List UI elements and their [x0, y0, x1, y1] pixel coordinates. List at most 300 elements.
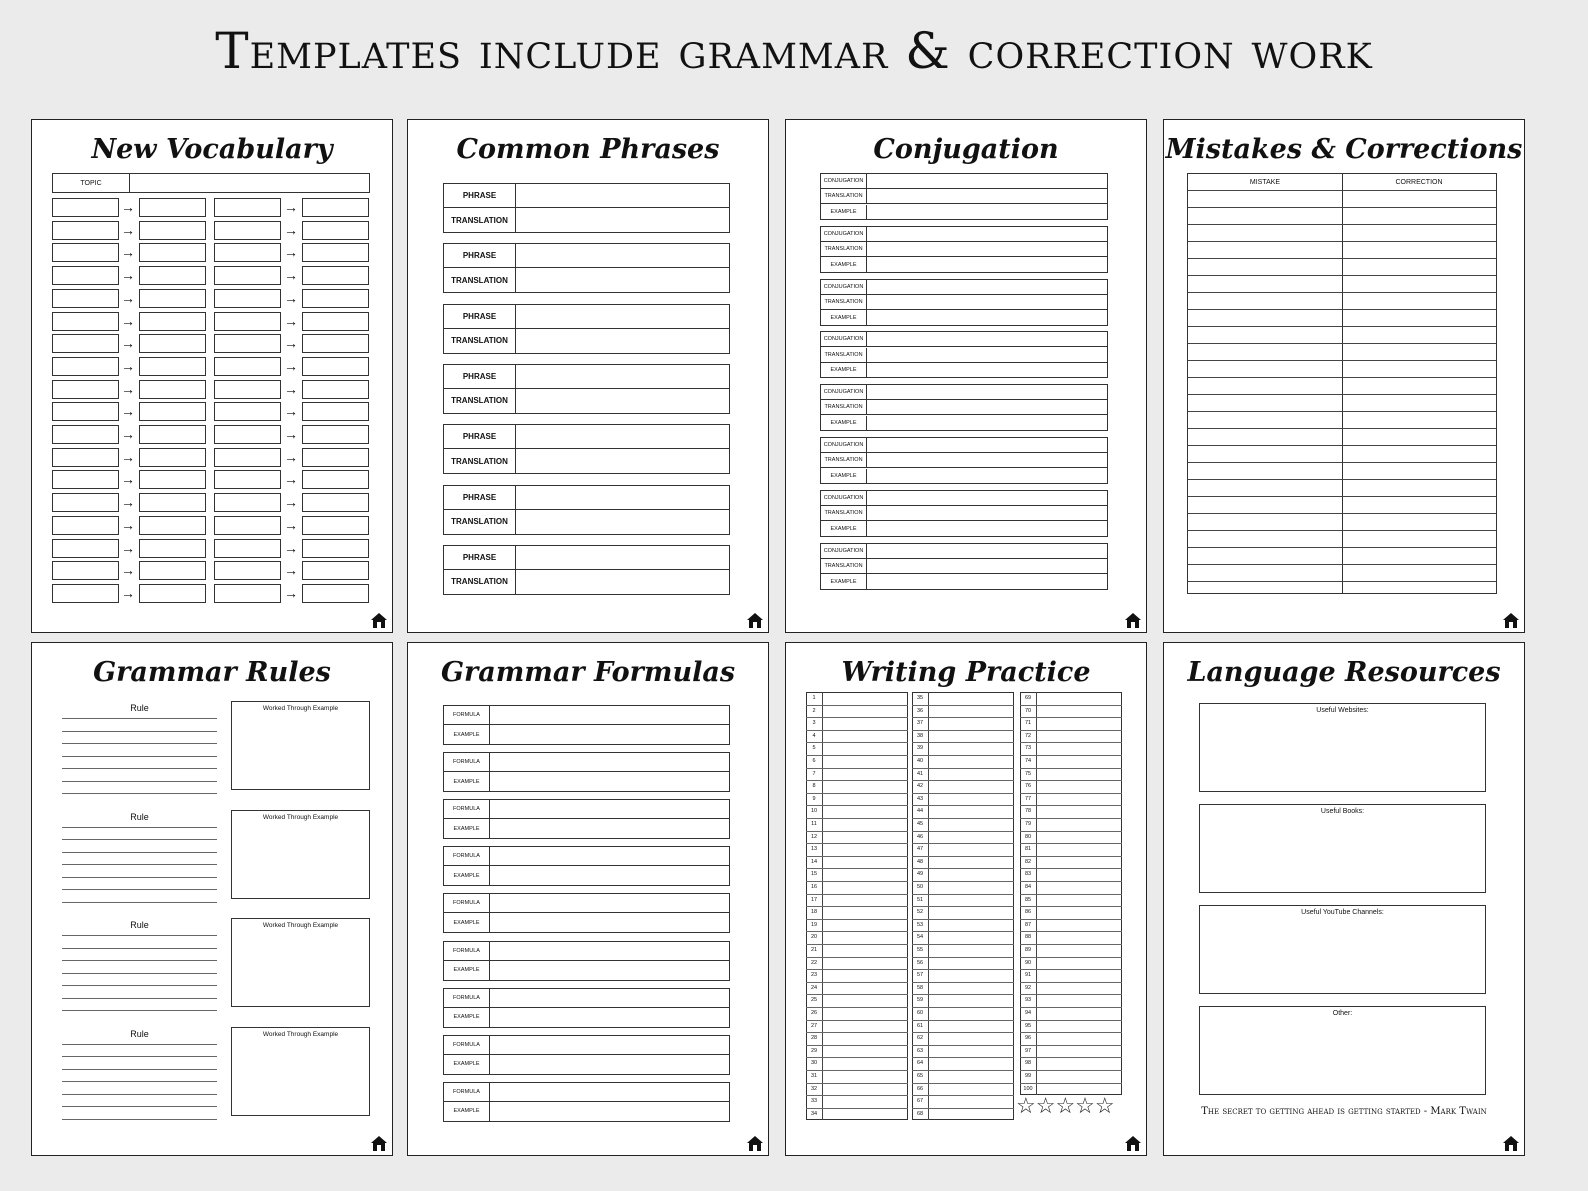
writing-line[interactable]: [62, 902, 217, 903]
writing-line-input[interactable]: [1037, 1057, 1121, 1070]
writing-line-input[interactable]: [929, 692, 1013, 705]
vocab-field[interactable]: [52, 266, 119, 285]
vocab-field[interactable]: [214, 493, 281, 512]
formula-label: FORMULA: [444, 847, 490, 866]
writing-line-input[interactable]: [823, 1095, 907, 1108]
writing-line-input[interactable]: [1037, 982, 1121, 995]
writing-line-input[interactable]: [823, 906, 907, 919]
vocab-field[interactable]: [52, 561, 119, 580]
writing-line-input[interactable]: [929, 856, 1013, 869]
writing-line-input[interactable]: [1037, 906, 1121, 919]
conjugation-input[interactable]: [867, 453, 1107, 468]
writing-line-input[interactable]: [823, 1007, 907, 1020]
formula-input[interactable]: [490, 1083, 729, 1102]
writing-line-input[interactable]: [823, 919, 907, 932]
vocab-field[interactable]: [52, 357, 119, 376]
conjugation-input[interactable]: [867, 506, 1107, 521]
vocab-field[interactable]: [302, 402, 369, 421]
conjugation-input[interactable]: [867, 257, 1107, 272]
writing-line[interactable]: [62, 1081, 217, 1082]
writing-line-input[interactable]: [823, 818, 907, 831]
conjugation-input[interactable]: [867, 385, 1107, 400]
writing-line-input[interactable]: [929, 1083, 1013, 1096]
writing-line-input[interactable]: [823, 805, 907, 818]
writing-line-input[interactable]: [1037, 1007, 1121, 1020]
writing-line-input[interactable]: [1037, 1020, 1121, 1033]
writing-line-input[interactable]: [929, 780, 1013, 793]
vocab-field[interactable]: [214, 198, 281, 217]
writing-line-input[interactable]: [1037, 856, 1121, 869]
conjugation-input[interactable]: [867, 280, 1107, 295]
line-number: 24: [810, 984, 818, 991]
translation-label: TRANSLATION: [444, 510, 516, 534]
writing-line[interactable]: [62, 839, 217, 840]
example-input[interactable]: [490, 1102, 729, 1121]
writing-line-input[interactable]: [823, 730, 907, 743]
writing-line-input[interactable]: [1037, 931, 1121, 944]
writing-line-input[interactable]: [929, 805, 1013, 818]
arrow-icon: →: [284, 448, 298, 465]
writing-line-input[interactable]: [1037, 994, 1121, 1007]
formula-label: FORMULA: [444, 1083, 490, 1102]
example-input[interactable]: [490, 961, 729, 980]
vocab-field[interactable]: [139, 402, 206, 421]
writing-line-input[interactable]: [823, 742, 907, 755]
writing-line-input[interactable]: [929, 1020, 1013, 1033]
line-number: 58: [916, 984, 924, 991]
vocab-field[interactable]: [214, 402, 281, 421]
vocab-field[interactable]: [139, 539, 206, 558]
conjugation-input[interactable]: [867, 310, 1107, 325]
writing-line-input[interactable]: [1037, 944, 1121, 957]
vocab-field[interactable]: [52, 334, 119, 353]
writing-line-input[interactable]: [929, 768, 1013, 781]
phrase-block: [443, 485, 730, 535]
writing-line-input[interactable]: [929, 1057, 1013, 1070]
writing-line-input[interactable]: [1037, 742, 1121, 755]
arrow-icon: →: [121, 380, 135, 397]
vocab-field[interactable]: [302, 584, 369, 603]
line-number: 66: [916, 1085, 924, 1092]
line-number: 28: [810, 1035, 818, 1042]
vocab-field[interactable]: [52, 312, 119, 331]
writing-line-input[interactable]: [929, 1007, 1013, 1020]
vocab-field[interactable]: [214, 425, 281, 444]
writing-line-input[interactable]: [929, 881, 1013, 894]
writing-line[interactable]: [62, 1094, 217, 1095]
example-label: EXAMPLE: [444, 1102, 490, 1121]
writing-line-input[interactable]: [929, 1095, 1013, 1108]
formula-input[interactable]: [490, 706, 729, 725]
vocab-field[interactable]: [302, 266, 369, 285]
conjugation-input[interactable]: [867, 189, 1107, 204]
writing-line-input[interactable]: [929, 906, 1013, 919]
writing-line[interactable]: [62, 768, 217, 769]
vocab-field[interactable]: [302, 539, 369, 558]
writing-line[interactable]: [62, 985, 217, 986]
vocab-field[interactable]: [52, 584, 119, 603]
writing-line-input[interactable]: [1037, 1045, 1121, 1058]
table-row-line: [1188, 224, 1496, 225]
writing-line[interactable]: [62, 718, 217, 719]
example-input[interactable]: [490, 866, 729, 885]
writing-line-input[interactable]: [1037, 755, 1121, 768]
conjugation-input[interactable]: [867, 332, 1107, 347]
writing-line-input[interactable]: [823, 1057, 907, 1070]
translation-input[interactable]: [516, 510, 729, 534]
writing-line-input[interactable]: [929, 919, 1013, 932]
writing-line-input[interactable]: [929, 831, 1013, 844]
writing-line-input[interactable]: [823, 717, 907, 730]
page-common-phrases: [407, 119, 769, 633]
writing-line-input[interactable]: [1037, 818, 1121, 831]
vocab-field[interactable]: [52, 516, 119, 535]
writing-line-input[interactable]: [929, 1070, 1013, 1083]
conjugation-input[interactable]: [867, 227, 1107, 242]
line-number: 52: [916, 909, 924, 916]
formula-input[interactable]: [490, 942, 729, 961]
phrase-input[interactable]: [516, 244, 729, 268]
vocab-field[interactable]: [139, 516, 206, 535]
writing-line-input[interactable]: [1037, 1070, 1121, 1083]
writing-line-input[interactable]: [929, 742, 1013, 755]
writing-line-input[interactable]: [1037, 780, 1121, 793]
vocab-field[interactable]: [139, 266, 206, 285]
writing-line[interactable]: [62, 864, 217, 865]
writing-line-input[interactable]: [823, 1045, 907, 1058]
writing-line-input[interactable]: [1037, 692, 1121, 705]
writing-line-input[interactable]: [1037, 881, 1121, 894]
vocab-field[interactable]: [214, 380, 281, 399]
writing-line-input[interactable]: [823, 1083, 907, 1096]
vocab-field[interactable]: [139, 243, 206, 262]
writing-line-input[interactable]: [1037, 793, 1121, 806]
writing-line-input[interactable]: [823, 793, 907, 806]
line-number: 22: [810, 959, 818, 966]
conjugation-input[interactable]: [867, 363, 1107, 378]
writing-line-input[interactable]: [823, 894, 907, 907]
resource-box[interactable]: [1199, 804, 1486, 893]
example-label: EXAMPLE: [821, 363, 867, 378]
vocab-field[interactable]: [302, 334, 369, 353]
resource-box[interactable]: [1199, 703, 1486, 792]
vocab-field[interactable]: [214, 539, 281, 558]
line-number: 26: [810, 1010, 818, 1016]
phrase-input[interactable]: [516, 305, 729, 329]
writing-line-input[interactable]: [929, 931, 1013, 944]
vocab-field[interactable]: [214, 561, 281, 580]
example-input[interactable]: [490, 913, 729, 932]
example-input[interactable]: [490, 1055, 729, 1074]
vocab-field[interactable]: [139, 198, 206, 217]
writing-line-input[interactable]: [929, 705, 1013, 718]
writing-line-input[interactable]: [929, 944, 1013, 957]
line-number: 50: [916, 884, 924, 890]
writing-line-input[interactable]: [929, 1108, 1013, 1121]
vocab-field[interactable]: [214, 470, 281, 489]
writing-line-input[interactable]: [1037, 717, 1121, 730]
vocab-field[interactable]: [214, 584, 281, 603]
arrow-icon: →: [121, 312, 135, 329]
arrow-icon: →: [284, 244, 298, 261]
conjugation-input[interactable]: [867, 438, 1107, 453]
writing-line-input[interactable]: [823, 1032, 907, 1045]
translation-label: TRANSLATION: [821, 400, 867, 415]
vocab-field[interactable]: [214, 312, 281, 331]
writing-line-input[interactable]: [1037, 1032, 1121, 1045]
vocab-field[interactable]: [214, 448, 281, 467]
vocab-field[interactable]: [52, 402, 119, 421]
vocab-field[interactable]: [139, 493, 206, 512]
writing-line[interactable]: [62, 1056, 217, 1057]
example-input[interactable]: [490, 1008, 729, 1027]
writing-line-input[interactable]: [823, 705, 907, 718]
vocab-field[interactable]: [302, 243, 369, 262]
vocab-field[interactable]: [214, 289, 281, 308]
writing-line-input[interactable]: [929, 793, 1013, 806]
writing-line-input[interactable]: [929, 982, 1013, 995]
writing-line-input[interactable]: [823, 843, 907, 856]
example-input[interactable]: [490, 819, 729, 838]
vocab-field[interactable]: [302, 221, 369, 240]
vocab-field[interactable]: [139, 425, 206, 444]
writing-line[interactable]: [62, 948, 217, 949]
translation-input[interactable]: [516, 208, 729, 232]
formula-input[interactable]: [490, 847, 729, 866]
writing-line-input[interactable]: [823, 868, 907, 881]
writing-line-input[interactable]: [929, 969, 1013, 982]
writing-line[interactable]: [62, 1010, 217, 1011]
writing-line-input[interactable]: [1037, 705, 1121, 718]
writing-line-input[interactable]: [823, 1070, 907, 1083]
conjugation-input[interactable]: [867, 242, 1107, 257]
writing-line-input[interactable]: [929, 843, 1013, 856]
writing-line-input[interactable]: [823, 1108, 907, 1121]
phrase-input[interactable]: [516, 425, 729, 449]
vocab-field[interactable]: [139, 380, 206, 399]
writing-line[interactable]: [62, 1044, 217, 1045]
phrase-input[interactable]: [516, 546, 729, 570]
vocab-field[interactable]: [139, 334, 206, 353]
phrase-input[interactable]: [516, 365, 729, 389]
writing-line-input[interactable]: [929, 818, 1013, 831]
writing-line-input[interactable]: [929, 957, 1013, 970]
vocab-field[interactable]: [302, 561, 369, 580]
writing-line[interactable]: [62, 743, 217, 744]
table-row-line: [1188, 343, 1496, 344]
vocab-field[interactable]: [302, 380, 369, 399]
topic-field[interactable]: [52, 173, 370, 193]
example-input[interactable]: [490, 725, 729, 744]
vocab-field[interactable]: [52, 221, 119, 240]
vocab-field[interactable]: [139, 357, 206, 376]
vocab-field[interactable]: [139, 470, 206, 489]
vocab-field[interactable]: [302, 289, 369, 308]
writing-line-input[interactable]: [823, 856, 907, 869]
formula-input[interactable]: [490, 989, 729, 1008]
vocab-field[interactable]: [302, 425, 369, 444]
writing-line-input[interactable]: [929, 717, 1013, 730]
vocab-field[interactable]: [52, 448, 119, 467]
writing-line[interactable]: [62, 731, 217, 732]
phrase-input[interactable]: [516, 184, 729, 208]
translation-input[interactable]: [516, 268, 729, 292]
resource-box[interactable]: [1199, 905, 1486, 994]
vocab-field[interactable]: [52, 289, 119, 308]
vocab-field[interactable]: [302, 470, 369, 489]
writing-line[interactable]: [62, 756, 217, 757]
writing-line-input[interactable]: [823, 1020, 907, 1033]
formula-input[interactable]: [490, 1036, 729, 1055]
conjugation-input[interactable]: [867, 469, 1107, 484]
writing-line-input[interactable]: [1037, 831, 1121, 844]
formula-input[interactable]: [490, 753, 729, 772]
vocab-field[interactable]: [52, 380, 119, 399]
writing-line[interactable]: [62, 852, 217, 853]
page-title: New Vocabulary: [91, 134, 333, 165]
writing-line-input[interactable]: [1037, 957, 1121, 970]
conjugation-input[interactable]: [867, 574, 1107, 589]
writing-line-input[interactable]: [1037, 868, 1121, 881]
vocab-field[interactable]: [52, 539, 119, 558]
phrase-label: PHRASE: [444, 546, 516, 570]
conjugation-input[interactable]: [867, 491, 1107, 506]
writing-line-input[interactable]: [1037, 768, 1121, 781]
vocab-field[interactable]: [52, 425, 119, 444]
line-number: 64: [916, 1060, 924, 1067]
vocab-field[interactable]: [302, 493, 369, 512]
vocab-field[interactable]: [302, 448, 369, 467]
vocab-field[interactable]: [302, 198, 369, 217]
star-rating[interactable]: ☆☆☆☆☆: [1016, 1093, 1115, 1118]
vocab-field[interactable]: [139, 584, 206, 603]
resource-box[interactable]: [1199, 1006, 1486, 1095]
writing-line[interactable]: [62, 998, 217, 999]
writing-line-input[interactable]: [1037, 730, 1121, 743]
writing-line-input[interactable]: [823, 768, 907, 781]
conjugation-input[interactable]: [867, 205, 1107, 220]
worked-example-box[interactable]: [231, 1027, 370, 1116]
writing-line[interactable]: [62, 889, 217, 890]
writing-line-input[interactable]: [823, 780, 907, 793]
vocab-field[interactable]: [139, 561, 206, 580]
line-number: 45: [916, 821, 924, 827]
writing-line[interactable]: [62, 781, 217, 782]
line-number: 49: [916, 871, 924, 878]
phrase-input[interactable]: [516, 486, 729, 510]
writing-line-input[interactable]: [823, 969, 907, 982]
writing-line[interactable]: [62, 877, 217, 878]
vocab-field[interactable]: [52, 493, 119, 512]
writing-line[interactable]: [62, 973, 217, 974]
conjugation-input[interactable]: [867, 295, 1107, 310]
writing-line-input[interactable]: [823, 944, 907, 957]
writing-line-input[interactable]: [823, 755, 907, 768]
vocab-field[interactable]: [214, 516, 281, 535]
writing-line-input[interactable]: [1037, 919, 1121, 932]
conjugation-block: [820, 331, 1108, 378]
conjugation-input[interactable]: [867, 521, 1107, 536]
conjugation-input[interactable]: [867, 416, 1107, 431]
writing-line-input[interactable]: [929, 868, 1013, 881]
writing-line[interactable]: [62, 1069, 217, 1070]
vocab-field[interactable]: [214, 221, 281, 240]
writing-line[interactable]: [62, 960, 217, 961]
writing-line-input[interactable]: [823, 982, 907, 995]
vocab-field[interactable]: [214, 334, 281, 353]
vocab-field[interactable]: [52, 470, 119, 489]
writing-line-input[interactable]: [823, 881, 907, 894]
writing-line-input[interactable]: [1037, 805, 1121, 818]
vocab-field[interactable]: [214, 243, 281, 262]
translation-input[interactable]: [516, 570, 729, 594]
writing-line-input[interactable]: [823, 692, 907, 705]
writing-line-input[interactable]: [1037, 894, 1121, 907]
writing-line-input[interactable]: [929, 994, 1013, 1007]
vocab-field[interactable]: [139, 448, 206, 467]
example-label: EXAMPLE: [444, 772, 490, 791]
vocab-field[interactable]: [139, 221, 206, 240]
writing-line[interactable]: [62, 935, 217, 936]
conjugation-input[interactable]: [867, 348, 1107, 363]
vocab-field[interactable]: [52, 243, 119, 262]
vocab-field[interactable]: [302, 312, 369, 331]
writing-line[interactable]: [62, 1106, 217, 1107]
writing-line-input[interactable]: [929, 755, 1013, 768]
phrase-label: PHRASE: [444, 244, 516, 268]
writing-line-input[interactable]: [929, 1045, 1013, 1058]
vocab-field[interactable]: [214, 266, 281, 285]
formula-input[interactable]: [490, 894, 729, 913]
translation-input[interactable]: [516, 329, 729, 353]
vocab-field[interactable]: [214, 357, 281, 376]
writing-line-input[interactable]: [929, 894, 1013, 907]
conjugation-input[interactable]: [867, 400, 1107, 415]
arrow-icon: →: [284, 426, 298, 442]
translation-input[interactable]: [516, 389, 729, 413]
conjugation-input[interactable]: [867, 174, 1107, 189]
conjugation-block: [820, 226, 1108, 273]
worked-example-box[interactable]: [231, 701, 370, 790]
vocab-field[interactable]: [52, 198, 119, 217]
translation-input[interactable]: [516, 449, 729, 473]
worked-example-box[interactable]: [231, 918, 370, 1007]
writing-line-input[interactable]: [1037, 843, 1121, 856]
vocab-field[interactable]: [302, 516, 369, 535]
writing-line-input[interactable]: [823, 831, 907, 844]
example-input[interactable]: [490, 772, 729, 791]
conjugation-input[interactable]: [867, 559, 1107, 574]
conjugation-input[interactable]: [867, 544, 1107, 559]
writing-line-input[interactable]: [929, 1032, 1013, 1045]
vocab-field[interactable]: [139, 289, 206, 308]
worked-example-box[interactable]: [231, 810, 370, 899]
writing-line-input[interactable]: [823, 931, 907, 944]
table-row-line: [1188, 190, 1496, 191]
vocab-field[interactable]: [139, 312, 206, 331]
writing-line-input[interactable]: [823, 994, 907, 1007]
writing-line-input[interactable]: [1037, 969, 1121, 982]
writing-line[interactable]: [62, 793, 217, 794]
formula-input[interactable]: [490, 800, 729, 819]
arrow-icon: →: [121, 516, 135, 533]
writing-line-input[interactable]: [929, 730, 1013, 743]
writing-line[interactable]: [62, 827, 217, 828]
writing-line-input[interactable]: [823, 957, 907, 970]
writing-line[interactable]: [62, 1119, 217, 1120]
phrase-label: PHRASE: [444, 365, 516, 389]
vocab-field[interactable]: [302, 357, 369, 376]
